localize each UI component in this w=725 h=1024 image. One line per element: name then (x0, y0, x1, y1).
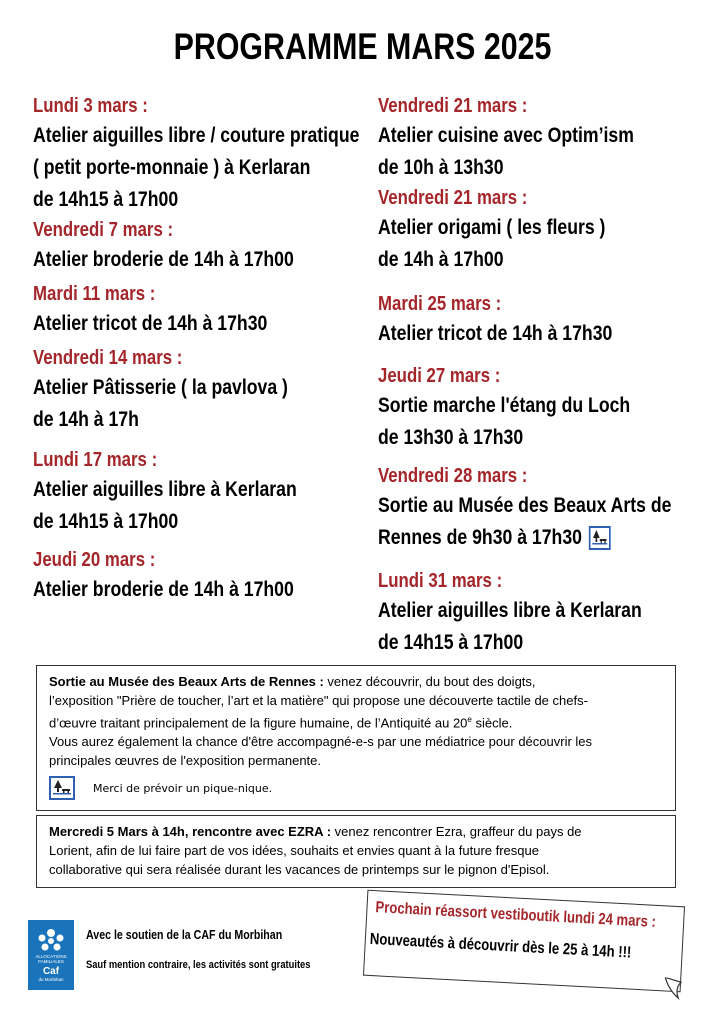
event-line: Sortie au Musée des Beaux Arts de (378, 494, 672, 517)
ezra-info-text: venez rencontrer Ezra, graffeur du pays de (331, 824, 582, 839)
sticker-body (363, 890, 685, 993)
event-line-text: Rennes de 9h30 à 17h30 (378, 526, 582, 549)
event-line: de 14h à 17h00 (378, 248, 504, 271)
event-line: Atelier Pâtisserie ( la pavlova ) (33, 376, 288, 399)
museum-info-line: l’exposition "Prière de toucher, l’art et la matière" qui propose une découverte tactile de chefs- (49, 693, 588, 708)
event-line: de 14h15 à 17h00 (33, 510, 179, 533)
event-line: Atelier origami ( les fleurs ) (378, 216, 606, 239)
event-line: de 14h15 à 17h00 (378, 631, 524, 654)
event-line: ( petit porte-monnaie ) à Kerlaran (33, 156, 311, 179)
picnic-note-text: Merci de prévoir un pique-nique. (93, 781, 273, 795)
event-line: Atelier aiguilles libre à Kerlaran (378, 599, 642, 622)
left-column (33, 92, 360, 606)
event-line: de 14h à 17h (33, 408, 139, 431)
caf-logo-line: du Morbihan (38, 977, 64, 982)
museum-info-text: venez découvrir, du bout des doigts, (323, 674, 536, 689)
event-line: Atelier cuisine avec Optim’ism (378, 124, 634, 147)
museum-info-line: principales œuvres de l'exposition permanente. (49, 753, 322, 769)
event-vendredi-28 (378, 462, 708, 567)
event-date: Mardi 11 mars : (33, 283, 156, 305)
event-line (378, 522, 655, 554)
caf-logo-line: Caf (42, 966, 60, 977)
event-line: Atelier broderie de 14h à 17h00 (33, 578, 294, 601)
picnic-icon (589, 526, 611, 550)
caf-logo-line: ALLOCATIONS (35, 954, 67, 959)
event-mardi-25 (378, 290, 708, 362)
event-date: Lundi 3 mars : (33, 95, 148, 117)
event-vendredi-14 (33, 344, 353, 446)
ezra-info-line: Lorient, afin de lui faire part de vos idées, souhaits et envies quant à la future fresque (49, 843, 539, 858)
museum-info-line (49, 710, 663, 732)
event-line: Sortie marche l'étang du Loch (378, 394, 631, 417)
ezra-info-line: collaborative qui sera réalisée durant les vacances de printemps sur le pignon d'Episol. (49, 862, 550, 877)
free-activities-text: Sauf mention contraire, les activités sont gratuites (86, 959, 311, 971)
event-vendredi-7 (33, 216, 353, 280)
event-date: Mardi 25 mars : (378, 293, 502, 315)
event-date: Vendredi 28 mars : (378, 465, 528, 487)
event-date: Vendredi 7 mars : (33, 219, 174, 241)
event-date: Lundi 17 mars : (33, 449, 158, 471)
event-lundi-17 (33, 446, 353, 546)
event-date: Vendredi 21 mars : (378, 187, 528, 209)
ezra-info-box (36, 815, 676, 888)
museum-info-line (49, 672, 663, 691)
event-line: Atelier tricot de 14h à 17h30 (378, 322, 613, 345)
event-line: Atelier aiguilles libre / couture pratique (33, 124, 360, 147)
event-date: Jeudi 20 mars : (33, 549, 156, 571)
event-line: Atelier tricot de 14h à 17h30 (33, 312, 268, 335)
event-date: Lundi 31 mars : (378, 570, 503, 592)
sticker-line-2: Nouveautés à découvrir dès le 25 à 14h !!! (369, 930, 632, 962)
ezra-info-line (49, 822, 663, 841)
caf-logo-text (28, 954, 74, 982)
museum-info-box (36, 665, 676, 811)
museum-info-text: siècle. (471, 715, 513, 731)
event-line: Atelier broderie de 14h à 17h00 (33, 248, 294, 271)
right-column (378, 92, 708, 659)
sticker-line-1: Prochain réassort vestiboutik lundi 24 mars : (375, 899, 657, 931)
event-lundi-31 (378, 567, 708, 659)
event-line: de 13h30 à 17h30 (378, 426, 524, 449)
event-date: Vendredi 14 mars : (33, 347, 183, 369)
event-mardi-11 (33, 280, 353, 344)
picnic-note (49, 776, 663, 800)
event-vendredi-21-origami (378, 184, 708, 290)
event-line: de 10h à 13h30 (378, 156, 504, 179)
picnic-icon (49, 776, 75, 800)
ezra-info-heading: Mercredi 5 Mars à 14h, rencontre avec EZRA : (49, 824, 332, 839)
event-jeudi-27 (378, 362, 708, 462)
museum-info-heading: Sortie au Musée des Beaux Arts de Rennes : (49, 674, 324, 689)
event-date: Jeudi 27 mars : (378, 365, 501, 387)
event-vendredi-21-cuisine (378, 92, 708, 184)
caf-logo (28, 920, 74, 990)
event-lundi-3 (33, 92, 360, 216)
page-title: PROGRAMME MARS 2025 (173, 26, 552, 67)
caf-logo-line: FAMILIALES (38, 959, 64, 964)
museum-info-line: Vous aurez également la chance d'être accompagné-e-s par une médiatrice pour découvrir les (49, 734, 593, 750)
museum-info-text: d’œuvre traitant principalement de la figure humaine, de l’Antiquité au 20 (49, 715, 468, 731)
century-superscript: e (467, 715, 472, 724)
event-line: Atelier aiguilles libre à Kerlaran (33, 478, 297, 501)
event-date: Vendredi 21 mars : (378, 95, 528, 117)
page-curl-icon (662, 977, 683, 1000)
event-jeudi-20 (33, 546, 353, 606)
support-text: Avec le soutien de la CAF du Morbihan (86, 928, 283, 942)
event-line: de 14h15 à 17h00 (33, 188, 179, 211)
restock-sticker (363, 890, 685, 993)
